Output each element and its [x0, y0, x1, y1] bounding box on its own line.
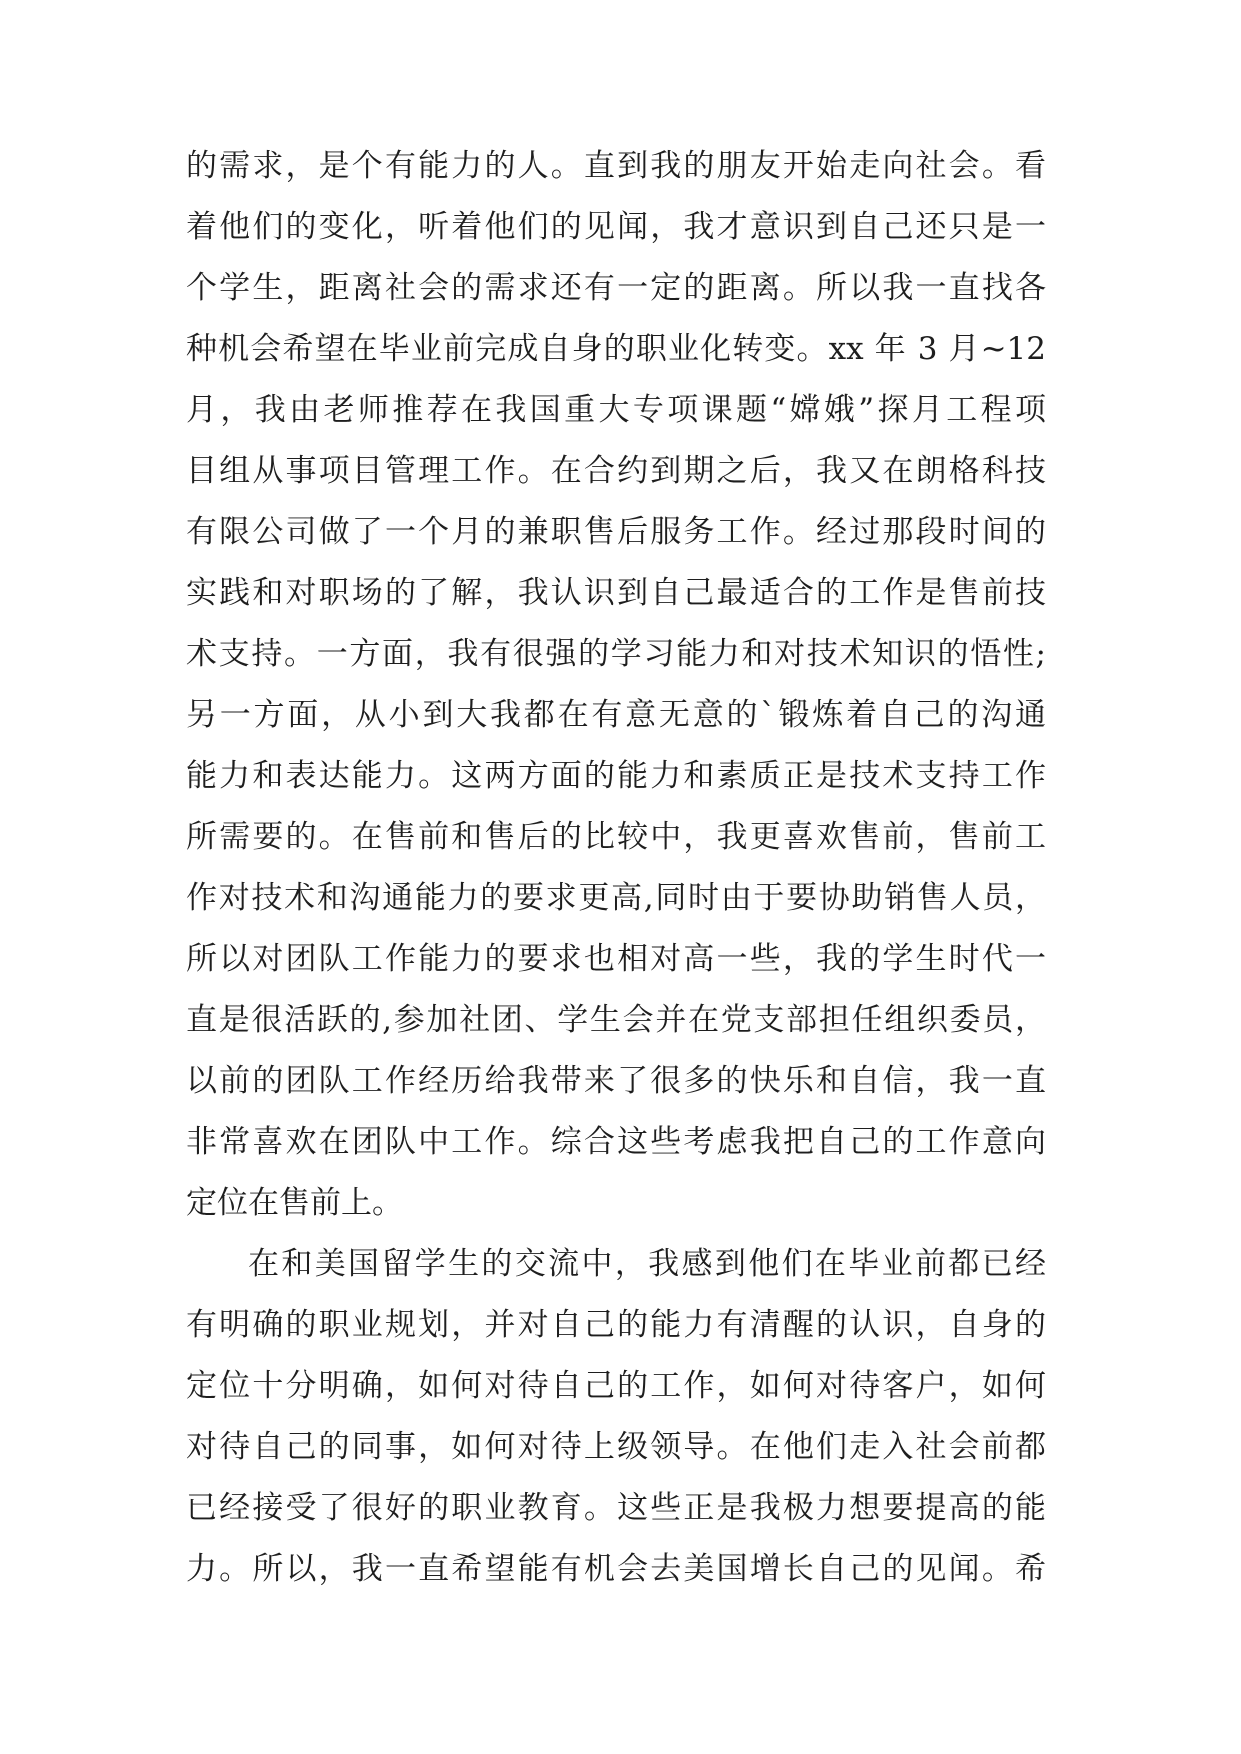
text-line: 所以对团队工作能力的要求也相对高一些，我的学生时代一: [186, 941, 1046, 977]
text-line: 个学生，距离社会的需求还有一定的距离。所以我一直找各: [186, 270, 1046, 306]
text-line: 对待自己的同事，如何对待上级领导。在他们走入社会前都: [186, 1429, 1046, 1465]
text-line: 力。所以，我一直希望能有机会去美国增长自己的见闻。希: [186, 1551, 1046, 1587]
text-line: 非常喜欢在团队中工作。综合这些考虑我把自己的工作意向: [186, 1124, 1046, 1160]
text-line: 着他们的变化，听着他们的见闻，我才意识到自己还只是一: [186, 209, 1046, 245]
text-line: 术支持。一方面，我有很强的学习能力和对技术知识的悟性;: [186, 636, 1046, 672]
text-line: 的需求，是个有能力的人。直到我的朋友开始走向社会。看: [186, 148, 1046, 184]
text-line: 以前的团队工作经历给我带来了很多的快乐和自信，我一直: [186, 1063, 1046, 1099]
text-line: 能力和表达能力。这两方面的能力和素质正是技术支持工作: [186, 758, 1046, 794]
text-line: 目组从事项目管理工作。在合约到期之后，我又在朗格科技: [186, 453, 1046, 489]
text-line: 作对技术和沟通能力的要求更高,同时由于要协助销售人员，: [186, 880, 1046, 916]
text-line: 有限公司做了一个月的兼职售后服务工作。经过那段时间的: [186, 514, 1046, 550]
text-line: 有明确的职业规划，并对自己的能力有清醒的认识，自身的: [186, 1307, 1046, 1343]
text-line: 在和美国留学生的交流中，我感到他们在毕业前都已经: [248, 1246, 1046, 1282]
text-line: 种机会希望在毕业前完成自身的职业化转变。xx 年 3 月~12: [186, 331, 1046, 367]
text-line: 所需要的。在售前和售后的比较中，我更喜欢售前，售前工: [186, 819, 1046, 855]
text-line: 实践和对职场的了解，我认识到自己最适合的工作是售前技: [186, 575, 1046, 611]
paragraph: [186, 136, 1046, 1234]
text-line: 月，我由老师推荐在我国重大专项课题“嫦娥”探月工程项: [186, 392, 1046, 428]
body-text: [186, 136, 1046, 1600]
text-line: 定位在售前上。: [186, 1185, 403, 1221]
text-line: 另一方面，从小到大我都在有意无意的`锻炼着自己的沟通: [186, 697, 1046, 733]
text-line: 定位十分明确，如何对待自己的工作，如何对待客户，如何: [186, 1368, 1046, 1404]
text-line: 直是很活跃的,参加社团、学生会并在党支部担任组织委员，: [186, 1002, 1046, 1038]
paragraph: [186, 1234, 1046, 1600]
text-line: 已经接受了很好的职业教育。这些正是我极力想要提高的能: [186, 1490, 1046, 1526]
